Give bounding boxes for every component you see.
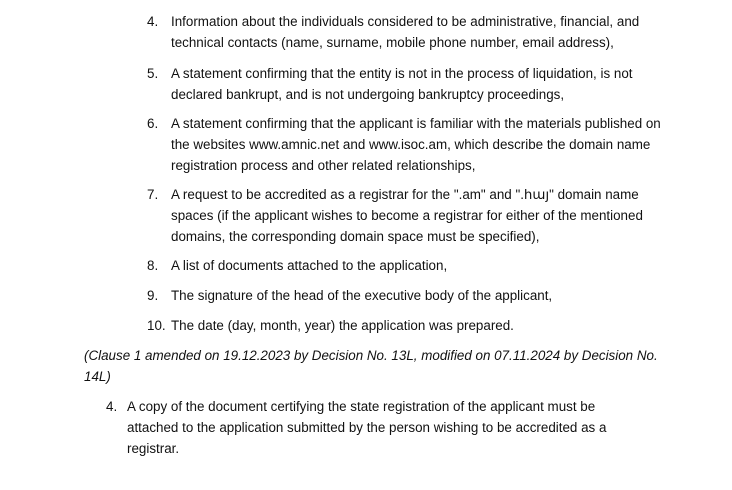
list-item-text: The date (day, month, year) the application was prepared. — [171, 318, 514, 333]
list-item-text: A request to be accredited as a registrar for the ".am" and ".հայ" domain name spaces (if the applicant wishes to become a registrar for either of the mentioned domains, the corresponding domain space must be specified), — [171, 187, 643, 244]
amendment-note: (Clause 1 amended on 19.12.2023 by Decision No. 13L, modified on 07.11.2024 by Decision No. 14L) — [84, 348, 658, 384]
clause-text: A copy of the document certifying the state registration of the applicant must be attached to the application submitted by the person wishing to be accredited as a registrar. — [127, 399, 607, 456]
list-item-number: 5. — [147, 66, 159, 81]
list-item-text: Information about the individuals considered to be administrative, financial, and technical contacts (name, surname, mobile phone number, email address), — [171, 14, 640, 50]
list-item-text: A statement confirming that the applicant is familiar with the materials published on the websites www.amnic.net and www.isoc.am, which describe the domain name registration process and other related relationships, — [171, 116, 661, 173]
list-item-number: 4. — [147, 14, 159, 29]
list-item-number: 8. — [147, 258, 159, 273]
list-item-number: 10. — [147, 318, 166, 333]
list-item-number: 9. — [147, 288, 159, 303]
list-item-text: A statement confirming that the entity is not in the process of liquidation, is not declared bankrupt, and is not undergoing bankruptcy proceedings, — [171, 66, 633, 102]
list-item-number: 7. — [147, 187, 159, 202]
clause-number: 4. — [106, 399, 118, 414]
list-item-text: A list of documents attached to the application, — [171, 258, 448, 273]
list-item-text: The signature of the head of the executive body of the applicant, — [171, 288, 553, 303]
list-item-number: 6. — [147, 116, 159, 131]
